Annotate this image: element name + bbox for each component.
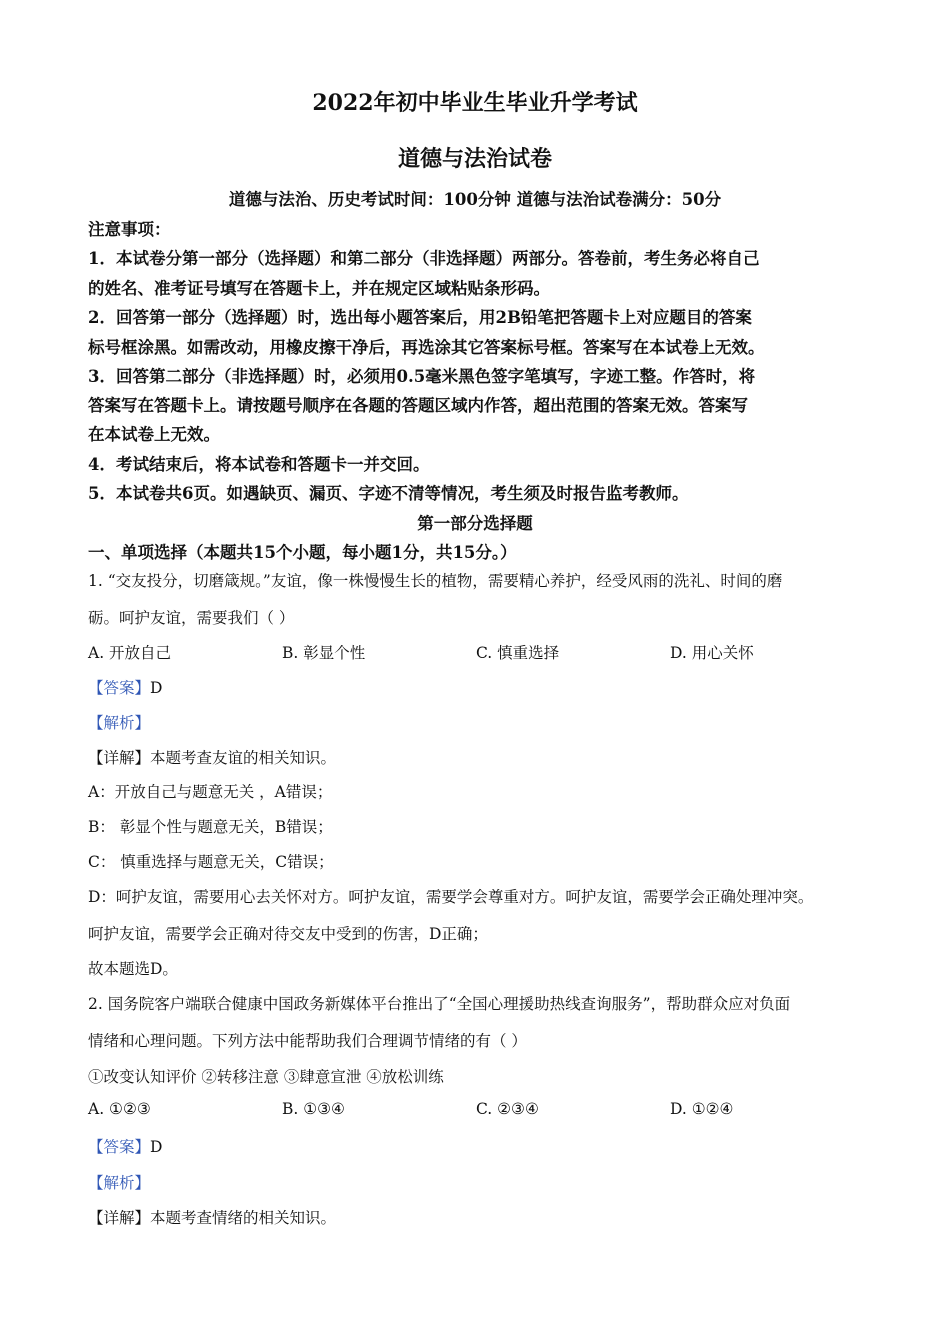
q1-stem-line: 1. “交友投分，切磨箴规。”友谊，像一株慢慢生长的植物，需要精心养护，经受风雨的洗礼、时间的磨 (88, 572, 783, 590)
q1-detail-line: A：开放自己与题意无关 ，A错误； (88, 783, 333, 801)
q2-option-d: D. ①②④ (670, 1100, 734, 1118)
q1-option-d: D. 用心关怀 (670, 644, 754, 662)
notice-line: 2．回答第一部分（选择题）时，选出每小题答案后，用2B铅笔把答题卡上对应题目的答案 (88, 308, 752, 327)
q1-detail-line: D：呵护友谊，需要用心去关怀对方。呵护友谊，需要学会尊重对方。呵护友谊，需要学会正确处理冲突。 (88, 888, 814, 906)
answer-tag: 【答案】 (88, 1138, 151, 1156)
notice-line: 在本试卷上无效。 (88, 425, 220, 444)
answer-value: D (150, 679, 163, 697)
notice-line: 3．回答第二部分（非选择题）时，必须用0.5毫米黑色签字笔填写，字迹工整。作答时，将 (88, 367, 756, 386)
q2-answer-line (88, 1135, 162, 1157)
notice-line: 4．考试结束后，将本试卷和答题卡一并交回。 (88, 455, 430, 474)
q1-option-b: B. 彰显个性 (282, 644, 366, 662)
notice-line: 标号框涂黑。如需改动，用橡皮擦干净后，再选涂其它答案标号框。答案写在本试卷上无效。 (88, 338, 765, 357)
exam-info: 道德与法治、历史考试时间：100分钟 道德与法治试卷满分：50分 (228, 190, 722, 209)
q1-detail-line: 【详解】本题考查友谊的相关知识。 (88, 749, 337, 767)
q2-stem-line: ①改变认知评价 ②转移注意 ③肆意宣泄 ④放松训练 (88, 1068, 444, 1086)
q2-option-b: B. ①③④ (282, 1100, 345, 1118)
notice-line: 1．本试卷分第一部分（选择题）和第二部分（非选择题）两部分。答卷前，考生务必将自己 (88, 249, 760, 268)
q1-detail-line: C： 慎重选择与题意无关，C错误； (88, 853, 334, 871)
notice-line: 5．本试卷共6页。如遇缺页、漏页、字迹不清等情况，考生须及时报告监考教师。 (88, 484, 689, 503)
q1-detail-line: 呵护友谊，需要学会正确对待交友中受到的伤害，D正确； (88, 925, 488, 943)
section-title: 一、单项选择（本题共15个小题，每小题1分，共15分。） (88, 543, 517, 562)
q1-detail-line: B： 彰显个性与题意无关，B错误； (88, 818, 333, 836)
exam-title: 2022年初中毕业生毕业升学考试 (312, 90, 638, 116)
answer-tag: 【答案】 (88, 679, 151, 697)
notice-heading: 注意事项： (88, 220, 171, 239)
q2-analysis-tag: 【解析】 (88, 1174, 151, 1192)
q1-answer-line (88, 676, 162, 698)
exam-subtitle: 道德与法治试卷 (397, 146, 552, 172)
notice-line: 的姓名、准考证号填写在答题卡上，并在规定区域粘贴条形码。 (88, 279, 550, 298)
q1-analysis-tag: 【解析】 (88, 714, 151, 732)
q1-option-a: A. 开放自己 (88, 644, 172, 662)
q1-stem-line: 砺。呵护友谊，需要我们（ ） (88, 609, 295, 627)
q2-stem-line: 情绪和心理问题。下列方法中能帮助我们合理调节情绪的有（ ） (88, 1032, 527, 1050)
q1-option-c: C. 慎重选择 (476, 644, 560, 662)
answer-value: D (150, 1138, 163, 1156)
q2-option-a: A. ①②③ (88, 1100, 151, 1118)
q2-stem-line: 2. 国务院客户端联合健康中国政务新媒体平台推出了“全国心理援助热线查询服务”，帮助群众应对负面 (88, 995, 791, 1013)
q2-option-c: C. ②③④ (476, 1100, 539, 1118)
notice-line: 答案写在答题卡上。请按题号顺序在各题的答题区域内作答，超出范围的答案无效。答案写 (88, 396, 748, 415)
q2-detail-line: 【详解】本题考查情绪的相关知识。 (88, 1209, 337, 1227)
q1-detail-line: 故本题选D。 (88, 960, 178, 978)
part-title: 第一部分选择题 (417, 514, 533, 533)
